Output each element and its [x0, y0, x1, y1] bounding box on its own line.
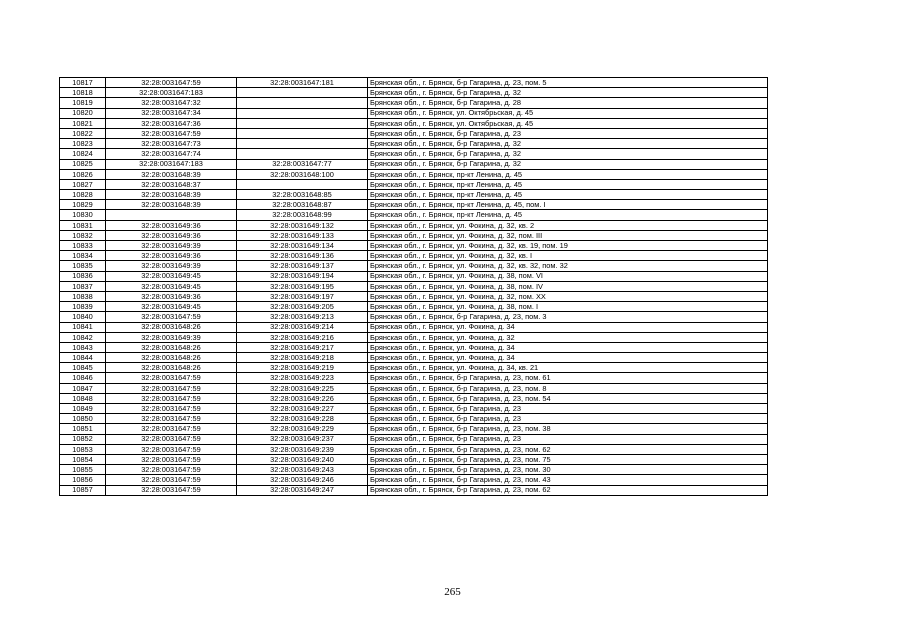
- parcel-number-cell: 32:28:0031647:59: [106, 373, 237, 383]
- row-number-cell: 10830: [60, 210, 106, 220]
- table-row: [60, 149, 768, 159]
- parcel-number-cell: 32:28:0031649:36: [106, 291, 237, 301]
- row-number-cell: 10831: [60, 220, 106, 230]
- row-number-cell: 10829: [60, 200, 106, 210]
- object-number-cell: 32:28:0031648:100: [237, 169, 368, 179]
- row-number-cell: 10845: [60, 363, 106, 373]
- address-cell: Брянская обл., г. Брянск, б-р Гагарина, д. 23: [368, 128, 768, 138]
- table-row: [60, 454, 768, 464]
- table-row: [60, 118, 768, 128]
- row-number-cell: 10817: [60, 78, 106, 88]
- table-row: [60, 88, 768, 98]
- row-number-cell: 10834: [60, 251, 106, 261]
- row-number-cell: 10856: [60, 475, 106, 485]
- parcel-number-cell: 32:28:0031647:74: [106, 149, 237, 159]
- table-row: [60, 353, 768, 363]
- row-number-cell: 10852: [60, 434, 106, 444]
- object-number-cell: [237, 128, 368, 138]
- parcel-number-cell: [106, 210, 237, 220]
- row-number-cell: 10839: [60, 302, 106, 312]
- address-cell: Брянская обл., г. Брянск, ул. Октябрьская, д. 45: [368, 108, 768, 118]
- parcel-number-cell: 32:28:0031648:39: [106, 200, 237, 210]
- parcel-number-cell: 32:28:0031649:36: [106, 230, 237, 240]
- object-number-cell: 32:28:0031649:133: [237, 230, 368, 240]
- table-row: [60, 220, 768, 230]
- address-cell: Брянская обл., г. Брянск, б-р Гагарина, д. 23, пом. 38: [368, 424, 768, 434]
- object-number-cell: [237, 118, 368, 128]
- row-number-cell: 10848: [60, 393, 106, 403]
- table-row: [60, 139, 768, 149]
- address-cell: Брянская обл., г. Брянск, ул. Фокина, д. 32, пом. III: [368, 230, 768, 240]
- table-row: [60, 312, 768, 322]
- table-row: [60, 230, 768, 240]
- parcel-number-cell: 32:28:0031649:39: [106, 241, 237, 251]
- address-cell: Брянская обл., г. Брянск, б-р Гагарина, д. 23, пом. 3: [368, 312, 768, 322]
- parcel-number-cell: 32:28:0031648:39: [106, 169, 237, 179]
- table-row: [60, 383, 768, 393]
- row-number-cell: 10847: [60, 383, 106, 393]
- table-row: [60, 302, 768, 312]
- object-number-cell: 32:28:0031649:228: [237, 414, 368, 424]
- row-number-cell: 10832: [60, 230, 106, 240]
- parcel-number-cell: 32:28:0031648:37: [106, 179, 237, 189]
- object-number-cell: 32:28:0031649:229: [237, 424, 368, 434]
- parcel-number-cell: 32:28:0031647:59: [106, 312, 237, 322]
- object-number-cell: [237, 179, 368, 189]
- address-cell: Брянская обл., г. Брянск, ул. Фокина, д. 32, кв. 2: [368, 220, 768, 230]
- row-number-cell: 10842: [60, 332, 106, 342]
- address-cell: Брянская обл., г. Брянск, ул. Фокина, д. 34: [368, 322, 768, 332]
- object-number-cell: [237, 108, 368, 118]
- address-cell: Брянская обл., г. Брянск, ул. Фокина, д. 32, кв. 32, пом. 32: [368, 261, 768, 271]
- row-number-cell: 10843: [60, 342, 106, 352]
- address-cell: Брянская обл., г. Брянск, пр-кт Ленина, д. 45: [368, 190, 768, 200]
- table-row: [60, 465, 768, 475]
- row-number-cell: 10838: [60, 291, 106, 301]
- parcel-number-cell: 32:28:0031648:39: [106, 190, 237, 200]
- object-number-cell: 32:28:0031649:219: [237, 363, 368, 373]
- object-number-cell: [237, 98, 368, 108]
- row-number-cell: 10844: [60, 353, 106, 363]
- parcel-number-cell: 32:28:0031647:59: [106, 434, 237, 444]
- table-row: [60, 159, 768, 169]
- parcel-number-cell: 32:28:0031649:45: [106, 281, 237, 291]
- address-cell: Брянская обл., г. Брянск, пр-кт Ленина, д. 45, пом. I: [368, 200, 768, 210]
- address-cell: Брянская обл., г. Брянск, б-р Гагарина, д. 23, пом. 75: [368, 454, 768, 464]
- table-row: [60, 424, 768, 434]
- address-cell: Брянская обл., г. Брянск, ул. Фокина, д. 32, кв. 19, пом. 19: [368, 241, 768, 251]
- row-number-cell: 10825: [60, 159, 106, 169]
- object-number-cell: 32:28:0031649:134: [237, 241, 368, 251]
- row-number-cell: 10818: [60, 88, 106, 98]
- address-cell: Брянская обл., г. Брянск, б-р Гагарина, д. 23, пом. 54: [368, 393, 768, 403]
- row-number-cell: 10822: [60, 128, 106, 138]
- table-row: [60, 434, 768, 444]
- parcel-number-cell: 32:28:0031647:59: [106, 475, 237, 485]
- address-cell: Брянская обл., г. Брянск, б-р Гагарина, д. 23: [368, 414, 768, 424]
- object-number-cell: [237, 139, 368, 149]
- parcel-number-cell: 32:28:0031648:26: [106, 342, 237, 352]
- object-number-cell: 32:28:0031649:246: [237, 475, 368, 485]
- address-cell: Брянская обл., г. Брянск, б-р Гагарина, д. 23: [368, 434, 768, 444]
- address-cell: Брянская обл., г. Брянск, б-р Гагарина, д. 28: [368, 98, 768, 108]
- row-number-cell: 10828: [60, 190, 106, 200]
- table-row: [60, 342, 768, 352]
- parcel-number-cell: 32:28:0031648:26: [106, 353, 237, 363]
- object-number-cell: 32:28:0031649:194: [237, 271, 368, 281]
- parcel-number-cell: 32:28:0031647:73: [106, 139, 237, 149]
- row-number-cell: 10819: [60, 98, 106, 108]
- table-row: [60, 271, 768, 281]
- table-row: [60, 251, 768, 261]
- object-number-cell: 32:28:0031649:227: [237, 404, 368, 414]
- address-cell: Брянская обл., г. Брянск, ул. Фокина, д. 32: [368, 332, 768, 342]
- object-number-cell: 32:28:0031649:213: [237, 312, 368, 322]
- address-cell: Брянская обл., г. Брянск, ул. Фокина, д. 32, кв. I: [368, 251, 768, 261]
- parcel-number-cell: 32:28:0031647:59: [106, 424, 237, 434]
- address-cell: Брянская обл., г. Брянск, ул. Фокина, д. 38, пом. IV: [368, 281, 768, 291]
- address-cell: Брянская обл., г. Брянск, б-р Гагарина, д. 32: [368, 159, 768, 169]
- table-row: [60, 322, 768, 332]
- table-row: [60, 179, 768, 189]
- table-row: [60, 200, 768, 210]
- address-cell: Брянская обл., г. Брянск, б-р Гагарина, д. 23, пом. 43: [368, 475, 768, 485]
- table-row: [60, 190, 768, 200]
- address-cell: Брянская обл., г. Брянск, пр-кт Ленина, д. 45: [368, 179, 768, 189]
- object-number-cell: 32:28:0031647:181: [237, 78, 368, 88]
- address-cell: Брянская обл., г. Брянск, б-р Гагарина, д. 23, пом. 61: [368, 373, 768, 383]
- table-row: [60, 373, 768, 383]
- row-number-cell: 10854: [60, 454, 106, 464]
- address-cell: Брянская обл., г. Брянск, б-р Гагарина, д. 32: [368, 88, 768, 98]
- object-number-cell: 32:28:0031649:226: [237, 393, 368, 403]
- parcel-number-cell: 32:28:0031647:59: [106, 414, 237, 424]
- parcel-number-cell: 32:28:0031647:183: [106, 88, 237, 98]
- object-number-cell: 32:28:0031649:195: [237, 281, 368, 291]
- object-number-cell: 32:28:0031649:239: [237, 444, 368, 454]
- object-number-cell: 32:28:0031649:197: [237, 291, 368, 301]
- table-row: [60, 393, 768, 403]
- parcel-number-cell: 32:28:0031647:59: [106, 465, 237, 475]
- row-number-cell: 10836: [60, 271, 106, 281]
- parcel-number-cell: 32:28:0031647:34: [106, 108, 237, 118]
- object-number-cell: [237, 88, 368, 98]
- address-cell: Брянская обл., г. Брянск, ул. Фокина, д. 32, пом. XX: [368, 291, 768, 301]
- row-number-cell: 10823: [60, 139, 106, 149]
- row-number-cell: 10820: [60, 108, 106, 118]
- row-number-cell: 10850: [60, 414, 106, 424]
- parcel-number-cell: 32:28:0031647:183: [106, 159, 237, 169]
- row-number-cell: 10835: [60, 261, 106, 271]
- object-number-cell: 32:28:0031649:218: [237, 353, 368, 363]
- object-number-cell: [237, 149, 368, 159]
- parcel-number-cell: 32:28:0031649:36: [106, 251, 237, 261]
- address-cell: Брянская обл., г. Брянск, б-р Гагарина, д. 32: [368, 139, 768, 149]
- parcel-number-cell: 32:28:0031647:59: [106, 128, 237, 138]
- object-number-cell: 32:28:0031649:132: [237, 220, 368, 230]
- table-row: [60, 475, 768, 485]
- row-number-cell: 10846: [60, 373, 106, 383]
- address-cell: Брянская обл., г. Брянск, пр-кт Ленина, д. 45: [368, 169, 768, 179]
- address-cell: Брянская обл., г. Брянск, ул. Фокина, д. 38, пом. I: [368, 302, 768, 312]
- table-row: [60, 281, 768, 291]
- address-cell: Брянская обл., г. Брянск, б-р Гагарина, д. 23, пом. 8: [368, 383, 768, 393]
- address-cell: Брянская обл., г. Брянск, б-р Гагарина, д. 23, пом. 62: [368, 485, 768, 495]
- object-number-cell: 32:28:0031649:205: [237, 302, 368, 312]
- parcel-number-cell: 32:28:0031649:39: [106, 332, 237, 342]
- object-number-cell: 32:28:0031649:225: [237, 383, 368, 393]
- parcel-number-cell: 32:28:0031649:45: [106, 271, 237, 281]
- row-number-cell: 10855: [60, 465, 106, 475]
- row-number-cell: 10827: [60, 179, 106, 189]
- address-cell: Брянская обл., г. Брянск, б-р Гагарина, д. 23, пом. 5: [368, 78, 768, 88]
- row-number-cell: 10824: [60, 149, 106, 159]
- table-row: [60, 108, 768, 118]
- parcel-number-cell: 32:28:0031647:59: [106, 404, 237, 414]
- address-cell: Брянская обл., г. Брянск, ул. Октябрьская, д. 45: [368, 118, 768, 128]
- table-row: [60, 291, 768, 301]
- parcel-number-cell: 32:28:0031647:59: [106, 393, 237, 403]
- parcel-number-cell: 32:28:0031647:59: [106, 485, 237, 495]
- row-number-cell: 10851: [60, 424, 106, 434]
- address-cell: Брянская обл., г. Брянск, б-р Гагарина, д. 23: [368, 404, 768, 414]
- object-number-cell: 32:28:0031649:223: [237, 373, 368, 383]
- parcel-number-cell: 32:28:0031649:39: [106, 261, 237, 271]
- row-number-cell: 10833: [60, 241, 106, 251]
- object-number-cell: 32:28:0031649:240: [237, 454, 368, 464]
- table-row: [60, 78, 768, 88]
- parcel-number-cell: 32:28:0031647:59: [106, 78, 237, 88]
- parcel-number-cell: 32:28:0031647:59: [106, 383, 237, 393]
- registry-table-body: [60, 78, 768, 496]
- parcel-number-cell: 32:28:0031648:26: [106, 322, 237, 332]
- page-number: 265: [444, 586, 461, 598]
- object-number-cell: 32:28:0031649:243: [237, 465, 368, 475]
- object-number-cell: 32:28:0031649:216: [237, 332, 368, 342]
- parcel-number-cell: 32:28:0031647:36: [106, 118, 237, 128]
- object-number-cell: 32:28:0031649:217: [237, 342, 368, 352]
- table-row: [60, 363, 768, 373]
- address-cell: Брянская обл., г. Брянск, пр-кт Ленина, д. 45: [368, 210, 768, 220]
- row-number-cell: 10826: [60, 169, 106, 179]
- table-row: [60, 261, 768, 271]
- table-row: [60, 98, 768, 108]
- parcel-number-cell: 32:28:0031649:36: [106, 220, 237, 230]
- object-number-cell: 32:28:0031649:247: [237, 485, 368, 495]
- object-number-cell: 32:28:0031647:77: [237, 159, 368, 169]
- object-number-cell: 32:28:0031648:87: [237, 200, 368, 210]
- table-row: [60, 169, 768, 179]
- row-number-cell: 10840: [60, 312, 106, 322]
- row-number-cell: 10837: [60, 281, 106, 291]
- row-number-cell: 10853: [60, 444, 106, 454]
- parcel-number-cell: 32:28:0031647:32: [106, 98, 237, 108]
- address-cell: Брянская обл., г. Брянск, ул. Фокина, д. 34: [368, 342, 768, 352]
- parcel-number-cell: 32:28:0031647:59: [106, 444, 237, 454]
- object-number-cell: 32:28:0031648:85: [237, 190, 368, 200]
- object-number-cell: 32:28:0031649:136: [237, 251, 368, 261]
- table-row: [60, 485, 768, 495]
- table-row: [60, 444, 768, 454]
- object-number-cell: 32:28:0031648:99: [237, 210, 368, 220]
- address-cell: Брянская обл., г. Брянск, ул. Фокина, д. 34, кв. 21: [368, 363, 768, 373]
- row-number-cell: 10857: [60, 485, 106, 495]
- parcel-number-cell: 32:28:0031647:59: [106, 454, 237, 464]
- parcel-number-cell: 32:28:0031649:45: [106, 302, 237, 312]
- table-row: [60, 404, 768, 414]
- table-row: [60, 241, 768, 251]
- address-cell: Брянская обл., г. Брянск, б-р Гагарина, д. 23, пом. 30: [368, 465, 768, 475]
- row-number-cell: 10849: [60, 404, 106, 414]
- address-cell: Брянская обл., г. Брянск, ул. Фокина, д. 34: [368, 353, 768, 363]
- address-cell: Брянская обл., г. Брянск, б-р Гагарина, д. 32: [368, 149, 768, 159]
- object-number-cell: 32:28:0031649:214: [237, 322, 368, 332]
- object-number-cell: 32:28:0031649:137: [237, 261, 368, 271]
- table-row: [60, 210, 768, 220]
- table-row: [60, 414, 768, 424]
- cadastral-registry-table: [59, 77, 768, 496]
- row-number-cell: 10821: [60, 118, 106, 128]
- object-number-cell: 32:28:0031649:237: [237, 434, 368, 444]
- table-row: [60, 128, 768, 138]
- address-cell: Брянская обл., г. Брянск, ул. Фокина, д. 38, пом. VI: [368, 271, 768, 281]
- parcel-number-cell: 32:28:0031648:26: [106, 363, 237, 373]
- address-cell: Брянская обл., г. Брянск, б-р Гагарина, д. 23, пом. 62: [368, 444, 768, 454]
- row-number-cell: 10841: [60, 322, 106, 332]
- table-row: [60, 332, 768, 342]
